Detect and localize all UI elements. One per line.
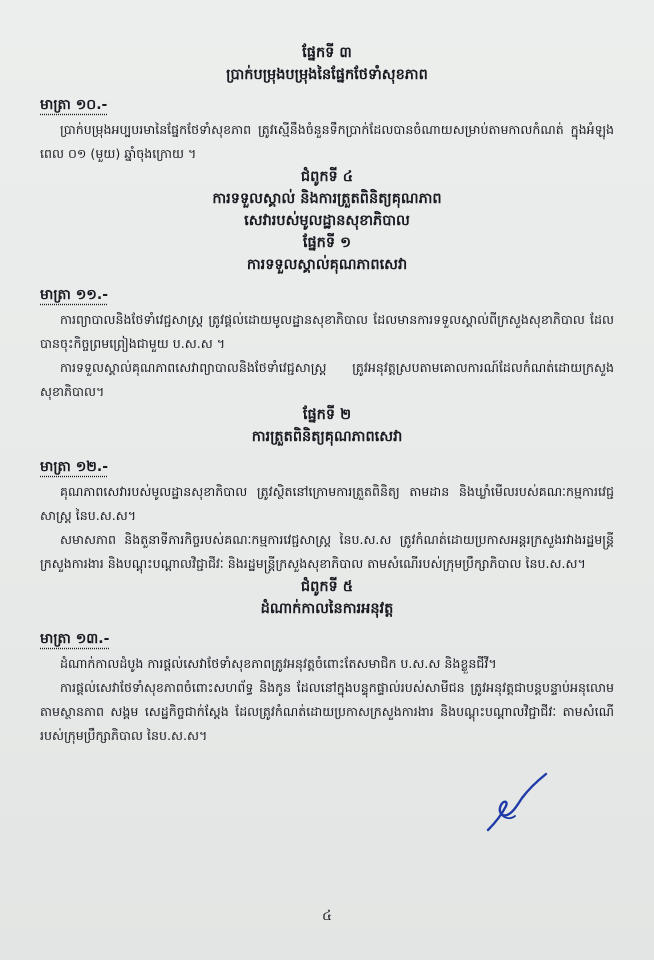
chapter5-label: ជំពូកទី ៥	[300, 579, 354, 595]
chapter4-part2-label: ផ្នែកទី ២	[302, 407, 352, 423]
chapter4-part1-label: ផ្នែកទី ១	[302, 235, 352, 251]
chapter4-title-line2: សេវារបស់មូលដ្ឋានសុខាភិបាល	[244, 213, 410, 229]
part3-title: ប្រាក់បម្រុងបម្រុងនៃផ្នែកថែទាំសុខភាព	[226, 67, 428, 83]
chapter4-part2-title: ការត្រួតពិនិត្យគុណភាពសេវា	[251, 429, 403, 445]
page-number: ៤	[322, 908, 332, 924]
chapter4-label: ជំពូកទី ៤	[300, 169, 354, 185]
chapter4-title-line1: ការទទួលស្គាល់ និងការត្រួតពិនិត្យគុណភាព	[212, 191, 442, 207]
article-11-paragraph-2: ការទទួលស្គាល់គុណភាពសេវាព្យាបាលនិងថែទាំវេជ្ជសាស្ត្រ ត្រូវអនុវត្តស្របតាមគោលការណ៍ដែលកំណត់ដោយក្រសួងសុខាភិបាល។	[40, 360, 614, 399]
article-12-paragraph-2: សមាសភាព និងតួនាទីភារកិច្ចរបស់គណៈកម្មការវេជ្ជសាស្ត្រ នៃប.ស.ស ត្រូវកំណត់ដោយប្រកាសអន្តរក្រសួងរវាងរដ្ឋមន្ត្រីក្រសួងការងារ និងបណ្តុះបណ្តាលវិជ្ជាជីវៈ និងរដ្ឋមន្ត្រីក្រសួងសុខាភិបាល តាមសំណើរបស់ក្រុមប្រឹក្សាភិបាល នៃប.ស.ស។	[40, 532, 614, 571]
article-13-paragraph-1: ដំណាក់កាលដំបូង ការផ្តល់សេវាថែទាំសុខភាពត្រូវអនុវត្តចំពោះតែសមាជិក ប.ស.ស និងខ្លួនជីវី។	[60, 656, 497, 671]
chapter5-title: ដំណាក់កាលនៃការអនុវត្ត	[260, 601, 394, 617]
chapter4-part1-title: ការទទួលស្គាល់គុណភាពសេវា	[246, 257, 408, 273]
article-13-paragraph-2: ការផ្តល់សេវាថែទាំសុខភាពចំពោះសហព័ទ្ធ និងកូន ដែលនៅក្នុងបន្ទុកផ្ទាល់របស់សាមីជន ត្រូវអនុវត្តជាបន្តបន្ទាប់អនុលោមតាមស្ថានភាព សង្គម សេដ្ឋកិច្ចជាក់ស្តែង ដែលត្រូវកំណត់ដោយប្រកាសក្រសួងការងារ និងបណ្តុះបណ្តាលវិជ្ជាជីវៈ តាមសំណើរបស់ក្រុមប្រឹក្សាភិបាល នៃប.ស.ស។	[40, 680, 614, 743]
article-10-paragraph-1: ប្រាក់បម្រុងអប្បបរមានៃផ្នែកថែទាំសុខភាព ត្រូវស្មើនឹងចំនួនទឹកប្រាក់ដែលបានចំណាយសម្រាប់តាមកាលកំណត់ ក្នុងអំឡុងពេល ០១ (មួយ) ឆ្នាំចុងក្រោយ ។	[40, 122, 614, 161]
article-11-label: មាត្រា ១១.-	[40, 287, 109, 303]
signature-initial	[482, 770, 552, 840]
article-11-paragraph-1: ការព្យាបាលនិងថែទាំវេជ្ជសាស្ត្រ ត្រូវផ្តល់ដោយមូលដ្ឋានសុខាភិបាល ដែលមានការទទួលស្គាល់ពីក្រសួងសុខាភិបាល ដែលបានចុះកិច្ចព្រមព្រៀងជាមួយ ប.ស.ស ។	[40, 312, 614, 351]
article-12-paragraph-1: គុណភាពសេវារបស់មូលដ្ឋានសុខាភិបាល ត្រូវស្ថិតនៅក្រោមការត្រួតពិនិត្យ តាមដាន និងឃ្លាំមើលរបស់គណៈកម្មការវេជ្ជសាស្ត្រ នៃប.ស.ស។	[40, 484, 614, 523]
article-13-label: មាត្រា ១៣.-	[40, 631, 110, 647]
article-12-label: មាត្រា ១២.-	[40, 459, 109, 475]
article-10-label: មាត្រា ១០.-	[40, 97, 108, 113]
part3-label: ផ្នែកទី ៣	[302, 45, 352, 61]
